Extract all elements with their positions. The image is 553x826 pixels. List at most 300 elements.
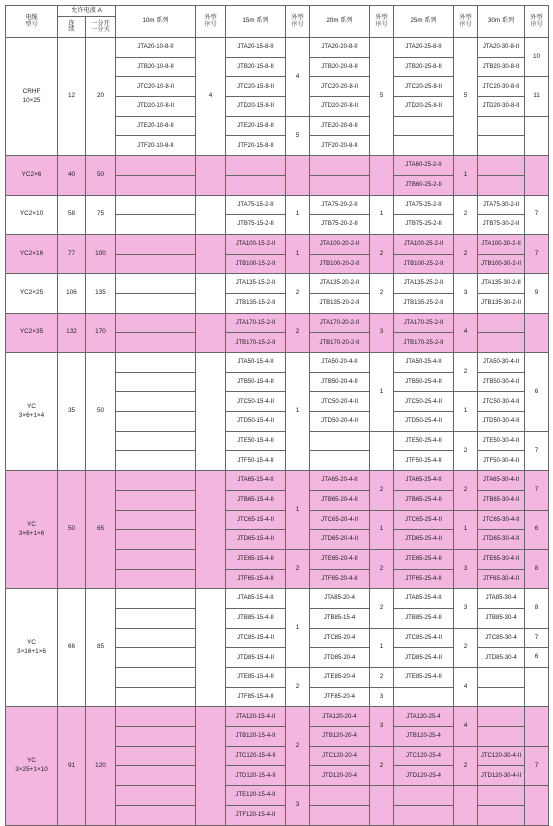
shape-no-15m: [286, 156, 310, 195]
model-code-15m: JTA65-15-4-II: [226, 471, 286, 491]
model-code-20m: [310, 431, 370, 451]
model-code-10m: [116, 608, 196, 628]
model-code-15m: JTA120-15-4-II: [226, 707, 286, 727]
header-25m-series: 25m 系列: [394, 6, 454, 38]
model-code-10m: JTD20-10-8-II: [116, 97, 196, 117]
model-code-25m: JTB120-25-4: [394, 727, 454, 747]
shape-no-20m: 5: [370, 38, 394, 156]
cable-spec-table: [5, 5, 549, 826]
model-code-20m: JTB85-15-4: [310, 608, 370, 628]
shape-no-10m: [196, 589, 226, 707]
shape-no-20m: 3: [370, 687, 394, 707]
model-code-20m: JTD65-20-4-II: [310, 530, 370, 550]
shape-no-20m: 2: [370, 234, 394, 273]
shape-no-20m: 2: [370, 274, 394, 313]
switching-current-cell: 65: [86, 471, 116, 589]
model-code-25m: [394, 687, 454, 707]
model-code-15m: JTA75-15-2-II: [226, 195, 286, 215]
model-code-30m: JTC50-30-4-II: [478, 392, 525, 412]
model-code-10m: JTA20-10-8-II: [116, 38, 196, 58]
model-code-30m: JTE50-30-4-II: [478, 431, 525, 451]
model-code-15m: JTC65-15-4-II: [226, 510, 286, 530]
model-code-10m: [116, 293, 196, 313]
shape-no-20m: 2: [370, 746, 394, 785]
model-code-20m: JTE65-20-4-II: [310, 549, 370, 569]
model-code-20m: JTF65-20-4-II: [310, 569, 370, 589]
model-code-30m: JTA85-30-4: [478, 589, 525, 609]
model-code-15m: JTE65-15-4-II: [226, 549, 286, 569]
switching-current-cell: 120: [86, 707, 116, 825]
model-code-30m: [478, 313, 525, 333]
model-code-25m: [394, 805, 454, 825]
model-code-25m: JTF50-25-4-II: [394, 451, 454, 471]
shape-no-25m: 4: [454, 668, 478, 707]
shape-no-20m: 2: [370, 668, 394, 688]
model-code-10m: [116, 392, 196, 412]
model-code-10m: [116, 589, 196, 609]
cable-model-cell: YC2×35: [6, 313, 58, 352]
model-code-15m: JTA100-15-2-II: [226, 234, 286, 254]
shape-no-15m: 2: [286, 313, 310, 352]
model-code-15m: JTF85-15-4-II: [226, 687, 286, 707]
header-shape-no-20m: 外型 序号: [370, 6, 394, 38]
model-code-30m: JTE65-30-4-II: [478, 549, 525, 569]
model-code-20m: JTC20-20-8-II: [310, 77, 370, 97]
model-code-10m: [116, 372, 196, 392]
model-code-30m: [478, 786, 525, 806]
cable-model-cell: YC2×25: [6, 274, 58, 313]
shape-no-25m: 2: [454, 628, 478, 667]
model-code-30m: [478, 707, 525, 727]
model-code-25m: JTC120-25-4: [394, 746, 454, 766]
model-code-10m: [116, 510, 196, 530]
model-code-15m: JTD50-15-4-II: [226, 412, 286, 432]
model-code-25m: JTC20-25-8-II: [394, 77, 454, 97]
shape-no-20m: [370, 786, 394, 825]
model-code-25m: JTB100-25-2-II: [394, 254, 454, 274]
model-code-25m: JTB60-25-2-II: [394, 175, 454, 195]
shape-no-30m: [525, 786, 549, 825]
shape-no-20m: 1: [370, 195, 394, 234]
model-code-15m: JTA85-15-4-II: [226, 589, 286, 609]
model-code-25m: JTA120-25-4: [394, 707, 454, 727]
model-code-20m: JTB120-20-4: [310, 727, 370, 747]
model-code-25m: JTA75-25-2-II: [394, 195, 454, 215]
model-code-15m: JTD85-15-4-II: [226, 648, 286, 668]
model-code-25m: JTD120-25-4: [394, 766, 454, 786]
model-code-10m: [116, 530, 196, 550]
model-code-20m: [310, 786, 370, 806]
shape-no-10m: [196, 707, 226, 825]
shape-no-25m: 2: [454, 431, 478, 470]
model-code-25m: [394, 136, 454, 156]
model-code-25m: JTC65-25-4-II: [394, 510, 454, 530]
model-code-10m: [116, 471, 196, 491]
model-code-15m: JTA170-15-2-II: [226, 313, 286, 333]
model-code-20m: JTA120-20-4: [310, 707, 370, 727]
shape-no-20m: [370, 156, 394, 195]
shape-no-15m: 1: [286, 234, 310, 273]
model-code-10m: [116, 786, 196, 806]
shape-no-25m: 2: [454, 353, 478, 392]
model-code-15m: JTB120-15-4-II: [226, 727, 286, 747]
model-code-25m: [394, 116, 454, 136]
shape-no-30m: 11: [525, 77, 549, 116]
model-code-30m: JTB135-30-2-II: [478, 293, 525, 313]
shape-no-15m: 1: [286, 589, 310, 668]
model-code-30m: [478, 136, 525, 156]
switching-current-cell: 75: [86, 195, 116, 234]
shape-no-30m: [525, 156, 549, 195]
header-continuous: 连 续: [58, 17, 86, 38]
continuous-current-cell: 58: [58, 195, 86, 234]
model-code-25m: JTA60-25-2-II: [394, 156, 454, 176]
model-code-20m: JTA135-20-2-II: [310, 274, 370, 294]
table-row: [6, 195, 549, 215]
model-code-15m: JTB20-15-8-II: [226, 57, 286, 77]
shape-no-30m: 10: [525, 38, 549, 77]
model-code-15m: JTD120-15-4-II: [226, 766, 286, 786]
shape-no-25m: 1: [454, 156, 478, 195]
shape-no-30m: 6: [525, 353, 549, 432]
model-code-25m: JTB170-25-2-II: [394, 333, 454, 353]
table-row: [6, 471, 549, 491]
model-code-20m: [310, 451, 370, 471]
table-row: [6, 234, 549, 254]
model-code-15m: JTA135-15-2-II: [226, 274, 286, 294]
model-code-30m: JTC20-30-8-II: [478, 77, 525, 97]
shape-no-25m: 2: [454, 234, 478, 273]
model-code-25m: JTB75-25-2-II: [394, 215, 454, 235]
continuous-current-cell: 12: [58, 38, 86, 156]
model-code-25m: JTF65-25-4-II: [394, 569, 454, 589]
model-code-15m: JTE50-15-4-II: [226, 431, 286, 451]
shape-no-15m: 1: [286, 353, 310, 471]
model-code-20m: JTD120-20-4: [310, 766, 370, 786]
model-code-30m: JTD120-30-4-II: [478, 766, 525, 786]
model-code-10m: [116, 313, 196, 333]
switching-current-cell: 85: [86, 589, 116, 707]
shape-no-20m: 2: [370, 549, 394, 588]
model-code-20m: JTB100-20-2-II: [310, 254, 370, 274]
shape-no-30m: 7: [525, 746, 549, 785]
switching-current-cell: 50: [86, 353, 116, 471]
model-code-10m: [116, 175, 196, 195]
cable-model-cell: YC 3×6+1×4: [6, 353, 58, 471]
model-code-20m: JTC65-20-4-II: [310, 510, 370, 530]
model-code-30m: JTA50-30-4-II: [478, 353, 525, 373]
model-code-10m: [116, 353, 196, 373]
shape-no-20m: 1: [370, 353, 394, 432]
model-code-10m: [116, 628, 196, 648]
model-code-20m: JTA50-20-4-II: [310, 353, 370, 373]
model-code-10m: [116, 746, 196, 766]
model-code-30m: [478, 727, 525, 747]
model-code-30m: JTB75-30-2-II: [478, 215, 525, 235]
model-code-20m: JTD20-20-8-II: [310, 97, 370, 117]
model-code-25m: JTB65-25-4-II: [394, 490, 454, 510]
model-code-15m: JTF20-15-8-II: [226, 136, 286, 156]
table-row: [6, 313, 549, 333]
switching-current-cell: 135: [86, 274, 116, 313]
model-code-15m: JTF120-15-4-II: [226, 805, 286, 825]
shape-no-10m: [196, 274, 226, 313]
model-code-10m: JTC20-10-8-II: [116, 77, 196, 97]
model-code-15m: [226, 175, 286, 195]
shape-no-30m: 7: [525, 234, 549, 273]
header-10m-series: 10m 系列: [116, 6, 196, 38]
model-code-15m: JTB170-15-2-II: [226, 333, 286, 353]
model-code-10m: [116, 412, 196, 432]
shape-no-30m: 6: [525, 648, 549, 668]
model-code-20m: JTB135-20-2-II: [310, 293, 370, 313]
model-code-25m: JTB50-25-4-II: [394, 372, 454, 392]
model-code-20m: JTB75-20-2-II: [310, 215, 370, 235]
model-code-15m: JTD20-15-8-II: [226, 97, 286, 117]
model-code-30m: JTA135-30-2-II: [478, 274, 525, 294]
model-code-30m: JTC120-30-4-II: [478, 746, 525, 766]
continuous-current-cell: 66: [58, 589, 86, 707]
model-code-15m: JTB135-15-2-II: [226, 293, 286, 313]
model-code-10m: [116, 648, 196, 668]
model-code-25m: JTD50-25-4-II: [394, 412, 454, 432]
model-code-30m: JTD20-30-8-II: [478, 97, 525, 117]
model-code-30m: [478, 687, 525, 707]
model-code-25m: JTE50-25-4-II: [394, 431, 454, 451]
model-code-20m: JTB65-20-4-II: [310, 490, 370, 510]
model-code-15m: JTD65-15-4-II: [226, 530, 286, 550]
model-code-15m: JTA20-15-8-II: [226, 38, 286, 58]
model-code-20m: JTA75-20-2-II: [310, 195, 370, 215]
model-code-15m: JTE85-15-4-II: [226, 668, 286, 688]
model-code-20m: [310, 805, 370, 825]
header-allowed-current: 允许电流 A: [58, 6, 116, 17]
model-code-20m: JTC120-20-4: [310, 746, 370, 766]
model-code-25m: JTC85-25-4-II: [394, 628, 454, 648]
model-code-20m: JTA100-20-2-II: [310, 234, 370, 254]
model-code-30m: [478, 805, 525, 825]
header-30m-series: 30m 系列: [478, 6, 525, 38]
table-row: [6, 589, 549, 609]
model-code-15m: JTF65-15-4-II: [226, 569, 286, 589]
shape-no-20m: 2: [370, 471, 394, 510]
continuous-current-cell: 40: [58, 156, 86, 195]
model-code-10m: [116, 766, 196, 786]
shape-no-25m: 4: [454, 707, 478, 746]
model-code-25m: JTB20-25-8-II: [394, 57, 454, 77]
shape-no-25m: 3: [454, 274, 478, 313]
model-code-30m: JTC65-30-4-II: [478, 510, 525, 530]
model-code-30m: JTD85-30-4: [478, 648, 525, 668]
table-row: [6, 353, 549, 373]
shape-no-25m: 2: [454, 746, 478, 785]
model-code-10m: [116, 215, 196, 235]
model-code-10m: JTE20-10-8-II: [116, 116, 196, 136]
shape-no-10m: [196, 313, 226, 352]
shape-no-30m: 9: [525, 274, 549, 313]
continuous-current-cell: 50: [58, 471, 86, 589]
shape-no-30m: 7: [525, 431, 549, 470]
model-code-25m: JTA20-25-8-II: [394, 38, 454, 58]
model-code-10m: [116, 707, 196, 727]
model-code-10m: [116, 569, 196, 589]
header-shape-no-10m: 外型 序号: [196, 6, 226, 38]
model-code-20m: JTC50-20-4-II: [310, 392, 370, 412]
switching-current-cell: 20: [86, 38, 116, 156]
model-code-25m: JTA85-25-4-II: [394, 589, 454, 609]
model-code-20m: JTB20-20-8-II: [310, 57, 370, 77]
cable-model-cell: YC 3×16+1×6: [6, 589, 58, 707]
model-code-15m: JTB100-15-2-II: [226, 254, 286, 274]
header-switching: 一分开 一分关: [86, 17, 116, 38]
model-code-30m: JTA20-30-8-II: [478, 38, 525, 58]
model-code-25m: JTA65-25-4-II: [394, 471, 454, 491]
switching-current-cell: 170: [86, 313, 116, 352]
model-code-20m: [310, 175, 370, 195]
shape-no-25m: 3: [454, 549, 478, 588]
model-code-10m: [116, 156, 196, 176]
model-code-30m: JTF65-30-4-II: [478, 569, 525, 589]
shape-no-30m: 7: [525, 628, 549, 648]
model-code-25m: JTB85-25-4-II: [394, 608, 454, 628]
model-code-30m: [478, 156, 525, 176]
model-code-30m: JTB65-30-4-II: [478, 490, 525, 510]
shape-no-20m: 1: [370, 628, 394, 667]
table-row: [6, 274, 549, 294]
shape-no-25m: 2: [454, 195, 478, 234]
shape-no-30m: 6: [525, 510, 549, 549]
model-code-15m: JTF50-15-4-II: [226, 451, 286, 471]
model-code-15m: JTC50-15-4-II: [226, 392, 286, 412]
model-code-20m: JTE20-20-8-II: [310, 116, 370, 136]
model-code-30m: JTD50-30-4-II: [478, 412, 525, 432]
continuous-current-cell: 132: [58, 313, 86, 352]
header-shape-no-15m: 外型 序号: [286, 6, 310, 38]
model-code-10m: [116, 451, 196, 471]
shape-no-30m: [525, 116, 549, 155]
shape-no-15m: 2: [286, 274, 310, 313]
model-code-30m: JTA75-30-2-II: [478, 195, 525, 215]
model-code-30m: JTA100-30-2-II: [478, 234, 525, 254]
model-code-10m: [116, 234, 196, 254]
shape-no-10m: [196, 156, 226, 195]
shape-no-20m: [370, 431, 394, 470]
model-code-30m: JTC85-30-4: [478, 628, 525, 648]
shape-no-20m: 1: [370, 510, 394, 549]
model-code-25m: JTB135-25-2-II: [394, 293, 454, 313]
model-code-25m: JTD85-25-4-II: [394, 648, 454, 668]
model-code-20m: JTB50-20-4-II: [310, 372, 370, 392]
model-code-20m: JTF20-20-8-II: [310, 136, 370, 156]
model-code-20m: JTD50-20-4-II: [310, 412, 370, 432]
model-code-10m: [116, 254, 196, 274]
model-code-30m: JTB100-30-2-II: [478, 254, 525, 274]
table-row: [6, 38, 549, 58]
model-code-15m: JTA50-15-4-II: [226, 353, 286, 373]
shape-no-30m: [525, 313, 549, 352]
shape-no-25m: 5: [454, 38, 478, 156]
model-code-25m: JTE65-25-4-II: [394, 549, 454, 569]
model-code-15m: JTC85-15-4-II: [226, 628, 286, 648]
model-code-25m: JTD65-25-4-II: [394, 530, 454, 550]
model-code-30m: JTB20-30-8-II: [478, 57, 525, 77]
shape-no-15m: 1: [286, 195, 310, 234]
header-15m-series: 15m 系列: [226, 6, 286, 38]
shape-no-25m: 1: [454, 510, 478, 549]
model-code-30m: JTB85-30-4: [478, 608, 525, 628]
shape-no-15m: 2: [286, 549, 310, 588]
shape-no-30m: [525, 707, 549, 746]
model-code-30m: [478, 668, 525, 688]
model-code-15m: JTB65-15-4-II: [226, 490, 286, 510]
model-code-10m: [116, 333, 196, 353]
shape-no-25m: 4: [454, 313, 478, 352]
model-code-15m: JTB85-15-4-II: [226, 608, 286, 628]
model-code-25m: JTA100-25-2-II: [394, 234, 454, 254]
model-code-30m: [478, 116, 525, 136]
cable-model-cell: CRHF 10×25: [6, 38, 58, 156]
header-shape-no-25m: 外型 序号: [454, 6, 478, 38]
shape-no-25m: 1: [454, 392, 478, 431]
model-code-10m: [116, 687, 196, 707]
switching-current-cell: 50: [86, 156, 116, 195]
shape-no-20m: 3: [370, 313, 394, 352]
shape-no-15m: 2: [286, 707, 310, 786]
model-code-10m: [116, 274, 196, 294]
model-code-10m: [116, 727, 196, 747]
model-code-20m: [310, 156, 370, 176]
model-code-20m: JTA65-20-4-II: [310, 471, 370, 491]
model-code-25m: JTA135-25-2-II: [394, 274, 454, 294]
shape-no-25m: 2: [454, 471, 478, 510]
table-row: [6, 156, 549, 176]
shape-no-15m: 1: [286, 471, 310, 550]
header-shape-no-30m: 外型 序号: [525, 6, 549, 38]
model-code-25m: JTD20-25-8-II: [394, 97, 454, 117]
shape-no-10m: 4: [196, 38, 226, 156]
model-code-25m: JTC50-25-4-II: [394, 392, 454, 412]
model-code-30m: [478, 175, 525, 195]
model-code-25m: JTA50-25-4-II: [394, 353, 454, 373]
shape-no-10m: [196, 353, 226, 471]
shape-no-30m: 8: [525, 549, 549, 588]
model-code-20m: JTF85-20-4: [310, 687, 370, 707]
model-code-10m: [116, 431, 196, 451]
model-code-15m: [226, 156, 286, 176]
cable-model-cell: YC2×6: [6, 156, 58, 195]
model-code-20m: JTA85-20-4: [310, 589, 370, 609]
header-20m-series: 20m 系列: [310, 6, 370, 38]
cable-model-cell: YC 3×25+1×10: [6, 707, 58, 825]
shape-no-30m: 7: [525, 195, 549, 234]
model-code-30m: [478, 333, 525, 353]
shape-no-15m: 3: [286, 786, 310, 825]
shape-no-15m: 2: [286, 668, 310, 707]
shape-no-10m: [196, 234, 226, 273]
model-code-10m: [116, 549, 196, 569]
model-code-20m: JTA20-20-8-II: [310, 38, 370, 58]
shape-no-20m: 2: [370, 589, 394, 628]
model-code-25m: JTE85-25-4-II: [394, 668, 454, 688]
continuous-current-cell: 106: [58, 274, 86, 313]
model-code-20m: JTA170-20-2-II: [310, 313, 370, 333]
continuous-current-cell: 77: [58, 234, 86, 273]
model-code-30m: JTA65-30-4-II: [478, 471, 525, 491]
shape-no-20m: 3: [370, 707, 394, 746]
model-code-25m: [394, 786, 454, 806]
model-code-10m: JTB20-10-8-II: [116, 57, 196, 77]
model-code-20m: JTD85-20-4: [310, 648, 370, 668]
